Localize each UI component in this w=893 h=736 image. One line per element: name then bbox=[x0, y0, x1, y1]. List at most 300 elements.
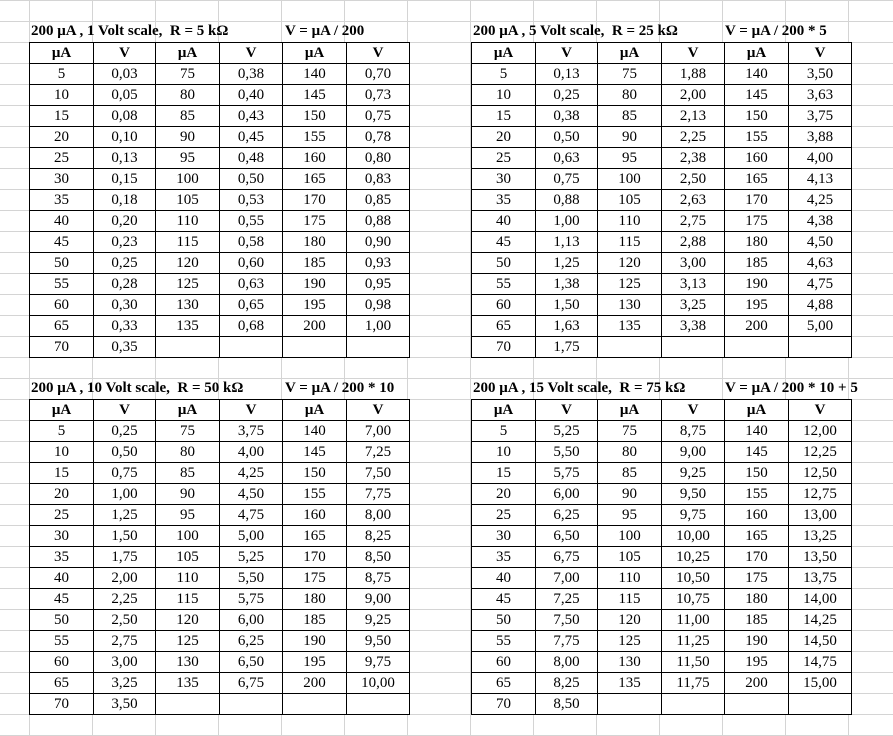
column-header[interactable]: μA bbox=[283, 400, 347, 421]
current-cell[interactable]: 105 bbox=[598, 190, 662, 211]
voltage-cell[interactable]: 7,00 bbox=[347, 421, 410, 442]
voltage-cell[interactable]: 3,25 bbox=[662, 295, 725, 316]
voltage-cell[interactable]: 4,63 bbox=[789, 253, 852, 274]
voltage-cell[interactable]: 0,30 bbox=[94, 295, 156, 316]
current-cell[interactable]: 80 bbox=[598, 85, 662, 106]
current-cell[interactable]: 30 bbox=[30, 526, 94, 547]
current-cell[interactable]: 125 bbox=[156, 631, 220, 652]
voltage-cell[interactable]: 8,50 bbox=[536, 694, 598, 715]
current-cell[interactable]: 90 bbox=[598, 484, 662, 505]
current-cell[interactable]: 140 bbox=[725, 421, 789, 442]
voltage-cell[interactable]: 0,78 bbox=[347, 127, 410, 148]
column-header[interactable]: V bbox=[536, 400, 598, 421]
current-cell[interactable]: 55 bbox=[472, 274, 536, 295]
voltage-cell[interactable]: 0,25 bbox=[94, 421, 156, 442]
voltage-cell[interactable]: 0,43 bbox=[220, 106, 283, 127]
current-cell[interactable] bbox=[725, 694, 789, 715]
current-cell[interactable] bbox=[598, 337, 662, 358]
current-cell[interactable]: 10 bbox=[30, 442, 94, 463]
current-cell[interactable]: 65 bbox=[472, 673, 536, 694]
current-cell[interactable]: 100 bbox=[598, 169, 662, 190]
current-cell[interactable] bbox=[156, 694, 220, 715]
column-header[interactable]: μA bbox=[598, 43, 662, 64]
voltage-cell[interactable]: 0,03 bbox=[94, 64, 156, 85]
column-header[interactable]: V bbox=[662, 43, 725, 64]
column-header[interactable]: V bbox=[220, 400, 283, 421]
voltage-cell[interactable]: 9,75 bbox=[662, 505, 725, 526]
current-cell[interactable]: 195 bbox=[725, 652, 789, 673]
current-cell[interactable]: 155 bbox=[725, 127, 789, 148]
current-cell[interactable]: 190 bbox=[283, 274, 347, 295]
current-cell[interactable]: 155 bbox=[283, 484, 347, 505]
current-cell[interactable]: 170 bbox=[283, 547, 347, 568]
current-cell[interactable]: 110 bbox=[156, 568, 220, 589]
voltage-cell[interactable]: 0,63 bbox=[536, 148, 598, 169]
voltage-cell[interactable]: 2,00 bbox=[662, 85, 725, 106]
voltage-cell[interactable]: 2,75 bbox=[94, 631, 156, 652]
voltage-cell[interactable]: 11,25 bbox=[662, 631, 725, 652]
current-cell[interactable]: 120 bbox=[156, 610, 220, 631]
voltage-cell[interactable]: 5,00 bbox=[789, 316, 852, 337]
column-header[interactable]: μA bbox=[156, 43, 220, 64]
voltage-cell[interactable] bbox=[220, 337, 283, 358]
current-cell[interactable]: 185 bbox=[283, 610, 347, 631]
current-cell[interactable]: 155 bbox=[283, 127, 347, 148]
voltage-cell[interactable]: 0,35 bbox=[94, 337, 156, 358]
voltage-cell[interactable]: 4,75 bbox=[220, 505, 283, 526]
voltage-cell[interactable]: 9,00 bbox=[662, 442, 725, 463]
voltage-cell[interactable]: 1,13 bbox=[536, 232, 598, 253]
current-cell[interactable]: 35 bbox=[30, 547, 94, 568]
current-cell[interactable]: 15 bbox=[472, 463, 536, 484]
current-cell[interactable]: 70 bbox=[472, 337, 536, 358]
voltage-cell[interactable]: 4,38 bbox=[789, 211, 852, 232]
column-header[interactable]: μA bbox=[598, 400, 662, 421]
current-cell[interactable]: 175 bbox=[283, 568, 347, 589]
current-cell[interactable]: 60 bbox=[30, 295, 94, 316]
voltage-cell[interactable]: 2,25 bbox=[94, 589, 156, 610]
current-cell[interactable]: 75 bbox=[156, 421, 220, 442]
voltage-cell[interactable]: 0,83 bbox=[347, 169, 410, 190]
current-cell[interactable]: 105 bbox=[598, 547, 662, 568]
current-cell[interactable]: 20 bbox=[30, 484, 94, 505]
voltage-cell[interactable]: 11,75 bbox=[662, 673, 725, 694]
current-cell[interactable]: 100 bbox=[156, 169, 220, 190]
current-cell[interactable]: 195 bbox=[283, 652, 347, 673]
voltage-cell[interactable]: 8,75 bbox=[347, 568, 410, 589]
voltage-cell[interactable]: 3,88 bbox=[789, 127, 852, 148]
voltage-cell[interactable]: 11,00 bbox=[662, 610, 725, 631]
voltage-cell[interactable]: 9,50 bbox=[347, 631, 410, 652]
voltage-cell[interactable]: 8,50 bbox=[347, 547, 410, 568]
current-cell[interactable]: 45 bbox=[472, 232, 536, 253]
current-cell[interactable]: 190 bbox=[725, 631, 789, 652]
voltage-cell[interactable]: 9,25 bbox=[662, 463, 725, 484]
voltage-cell[interactable]: 12,25 bbox=[789, 442, 852, 463]
current-cell[interactable]: 90 bbox=[598, 127, 662, 148]
column-header[interactable]: V bbox=[94, 400, 156, 421]
voltage-cell[interactable]: 5,25 bbox=[536, 421, 598, 442]
current-cell[interactable]: 165 bbox=[283, 169, 347, 190]
current-cell[interactable]: 175 bbox=[725, 211, 789, 232]
voltage-cell[interactable]: 8,75 bbox=[662, 421, 725, 442]
current-cell[interactable]: 10 bbox=[472, 442, 536, 463]
current-cell[interactable]: 130 bbox=[598, 295, 662, 316]
voltage-cell[interactable]: 1,25 bbox=[94, 505, 156, 526]
current-cell[interactable]: 35 bbox=[30, 190, 94, 211]
voltage-cell[interactable]: 0,55 bbox=[220, 211, 283, 232]
voltage-cell[interactable]: 0,73 bbox=[347, 85, 410, 106]
current-cell[interactable]: 85 bbox=[598, 463, 662, 484]
voltage-cell[interactable]: 0,18 bbox=[94, 190, 156, 211]
voltage-cell[interactable]: 3,13 bbox=[662, 274, 725, 295]
voltage-cell[interactable]: 0,25 bbox=[94, 253, 156, 274]
current-cell[interactable]: 85 bbox=[598, 106, 662, 127]
voltage-cell[interactable]: 1,63 bbox=[536, 316, 598, 337]
voltage-cell[interactable]: 1,75 bbox=[94, 547, 156, 568]
voltage-cell[interactable]: 1,38 bbox=[536, 274, 598, 295]
current-cell[interactable]: 65 bbox=[472, 316, 536, 337]
current-cell[interactable]: 70 bbox=[472, 694, 536, 715]
current-cell[interactable]: 15 bbox=[30, 106, 94, 127]
current-cell[interactable]: 55 bbox=[472, 631, 536, 652]
current-cell[interactable]: 95 bbox=[598, 505, 662, 526]
voltage-cell[interactable]: 2,50 bbox=[94, 610, 156, 631]
voltage-cell[interactable]: 8,25 bbox=[347, 526, 410, 547]
voltage-cell[interactable]: 1,88 bbox=[662, 64, 725, 85]
current-cell[interactable]: 95 bbox=[156, 505, 220, 526]
voltage-cell[interactable]: 10,00 bbox=[347, 673, 410, 694]
column-header[interactable]: μA bbox=[725, 43, 789, 64]
voltage-cell[interactable]: 15,00 bbox=[789, 673, 852, 694]
current-cell[interactable]: 75 bbox=[156, 64, 220, 85]
current-cell[interactable]: 5 bbox=[30, 64, 94, 85]
voltage-cell[interactable]: 0,05 bbox=[94, 85, 156, 106]
voltage-cell[interactable]: 5,75 bbox=[220, 589, 283, 610]
voltage-cell[interactable]: 0,45 bbox=[220, 127, 283, 148]
current-cell[interactable]: 195 bbox=[283, 295, 347, 316]
voltage-cell[interactable]: 1,00 bbox=[536, 211, 598, 232]
voltage-cell[interactable]: 0,38 bbox=[220, 64, 283, 85]
current-cell[interactable]: 170 bbox=[725, 190, 789, 211]
current-cell[interactable]: 190 bbox=[725, 274, 789, 295]
current-cell[interactable] bbox=[725, 337, 789, 358]
current-cell[interactable]: 120 bbox=[598, 253, 662, 274]
current-cell[interactable]: 50 bbox=[30, 253, 94, 274]
voltage-cell[interactable]: 0,15 bbox=[94, 169, 156, 190]
column-header[interactable]: μA bbox=[725, 400, 789, 421]
current-cell[interactable]: 145 bbox=[283, 85, 347, 106]
current-cell[interactable]: 115 bbox=[156, 232, 220, 253]
current-cell[interactable]: 110 bbox=[598, 568, 662, 589]
column-header[interactable]: μA bbox=[30, 400, 94, 421]
current-cell[interactable]: 45 bbox=[30, 232, 94, 253]
current-cell[interactable]: 40 bbox=[472, 568, 536, 589]
current-cell[interactable]: 95 bbox=[156, 148, 220, 169]
voltage-cell[interactable]: 4,25 bbox=[789, 190, 852, 211]
voltage-cell[interactable]: 3,25 bbox=[94, 673, 156, 694]
voltage-cell[interactable]: 4,88 bbox=[789, 295, 852, 316]
current-cell[interactable]: 145 bbox=[725, 442, 789, 463]
voltage-cell[interactable]: 1,75 bbox=[536, 337, 598, 358]
voltage-cell[interactable]: 2,75 bbox=[662, 211, 725, 232]
current-cell[interactable]: 70 bbox=[30, 337, 94, 358]
current-cell[interactable]: 65 bbox=[30, 673, 94, 694]
current-cell[interactable]: 95 bbox=[598, 148, 662, 169]
voltage-cell[interactable]: 10,75 bbox=[662, 589, 725, 610]
current-cell[interactable]: 75 bbox=[598, 64, 662, 85]
voltage-cell[interactable]: 5,50 bbox=[220, 568, 283, 589]
voltage-cell[interactable]: 5,50 bbox=[536, 442, 598, 463]
voltage-cell[interactable]: 3,38 bbox=[662, 316, 725, 337]
voltage-cell[interactable]: 4,00 bbox=[220, 442, 283, 463]
voltage-cell[interactable] bbox=[789, 337, 852, 358]
current-cell[interactable]: 135 bbox=[156, 673, 220, 694]
voltage-cell[interactable]: 10,00 bbox=[662, 526, 725, 547]
voltage-cell[interactable]: 13,00 bbox=[789, 505, 852, 526]
voltage-cell[interactable]: 14,50 bbox=[789, 631, 852, 652]
voltage-cell[interactable]: 0,38 bbox=[536, 106, 598, 127]
current-cell[interactable]: 130 bbox=[156, 652, 220, 673]
voltage-cell[interactable] bbox=[789, 694, 852, 715]
current-cell[interactable]: 50 bbox=[472, 610, 536, 631]
current-cell[interactable]: 120 bbox=[598, 610, 662, 631]
current-cell[interactable]: 200 bbox=[283, 316, 347, 337]
voltage-cell[interactable]: 0,88 bbox=[347, 211, 410, 232]
column-header[interactable]: V bbox=[662, 400, 725, 421]
voltage-cell[interactable]: 5,00 bbox=[220, 526, 283, 547]
current-cell[interactable]: 200 bbox=[725, 316, 789, 337]
voltage-cell[interactable]: 6,00 bbox=[220, 610, 283, 631]
voltage-cell[interactable]: 14,00 bbox=[789, 589, 852, 610]
current-cell[interactable]: 90 bbox=[156, 127, 220, 148]
current-cell[interactable]: 170 bbox=[283, 190, 347, 211]
current-cell[interactable]: 180 bbox=[725, 232, 789, 253]
voltage-cell[interactable]: 1,00 bbox=[94, 484, 156, 505]
voltage-cell[interactable]: 8,00 bbox=[347, 505, 410, 526]
current-cell[interactable]: 100 bbox=[156, 526, 220, 547]
voltage-cell[interactable]: 8,00 bbox=[536, 652, 598, 673]
current-cell[interactable]: 175 bbox=[725, 568, 789, 589]
voltage-cell[interactable]: 2,25 bbox=[662, 127, 725, 148]
column-header[interactable]: V bbox=[789, 43, 852, 64]
voltage-cell[interactable]: 9,50 bbox=[662, 484, 725, 505]
voltage-cell[interactable]: 3,50 bbox=[789, 64, 852, 85]
voltage-cell[interactable]: 0,08 bbox=[94, 106, 156, 127]
voltage-cell[interactable]: 7,75 bbox=[536, 631, 598, 652]
voltage-cell[interactable]: 0,60 bbox=[220, 253, 283, 274]
current-cell[interactable]: 20 bbox=[30, 127, 94, 148]
current-cell[interactable]: 180 bbox=[283, 232, 347, 253]
column-header[interactable]: μA bbox=[472, 43, 536, 64]
voltage-cell[interactable]: 8,25 bbox=[536, 673, 598, 694]
voltage-cell[interactable]: 5,25 bbox=[220, 547, 283, 568]
current-cell[interactable]: 70 bbox=[30, 694, 94, 715]
current-cell[interactable]: 110 bbox=[156, 211, 220, 232]
voltage-cell[interactable]: 0,58 bbox=[220, 232, 283, 253]
voltage-cell[interactable] bbox=[662, 694, 725, 715]
current-cell[interactable]: 105 bbox=[156, 547, 220, 568]
current-cell[interactable]: 145 bbox=[283, 442, 347, 463]
voltage-cell[interactable]: 2,13 bbox=[662, 106, 725, 127]
voltage-cell[interactable]: 0,75 bbox=[347, 106, 410, 127]
current-cell[interactable]: 30 bbox=[472, 526, 536, 547]
voltage-cell[interactable]: 0,25 bbox=[536, 85, 598, 106]
current-cell[interactable] bbox=[598, 694, 662, 715]
voltage-cell[interactable]: 13,25 bbox=[789, 526, 852, 547]
current-cell[interactable]: 10 bbox=[30, 85, 94, 106]
voltage-cell[interactable] bbox=[347, 694, 410, 715]
voltage-cell[interactable]: 0,93 bbox=[347, 253, 410, 274]
voltage-cell[interactable]: 6,50 bbox=[220, 652, 283, 673]
voltage-cell[interactable]: 2,63 bbox=[662, 190, 725, 211]
current-cell[interactable]: 125 bbox=[156, 274, 220, 295]
current-cell[interactable]: 170 bbox=[725, 547, 789, 568]
current-cell[interactable]: 140 bbox=[283, 64, 347, 85]
voltage-cell[interactable]: 1,50 bbox=[94, 526, 156, 547]
current-cell[interactable]: 135 bbox=[156, 316, 220, 337]
voltage-cell[interactable]: 0,63 bbox=[220, 274, 283, 295]
current-cell[interactable]: 115 bbox=[598, 232, 662, 253]
current-cell[interactable]: 30 bbox=[472, 169, 536, 190]
current-cell[interactable]: 80 bbox=[598, 442, 662, 463]
current-cell[interactable] bbox=[283, 694, 347, 715]
current-cell[interactable]: 185 bbox=[283, 253, 347, 274]
current-cell[interactable]: 100 bbox=[598, 526, 662, 547]
voltage-cell[interactable]: 0,80 bbox=[347, 148, 410, 169]
voltage-cell[interactable]: 6,00 bbox=[536, 484, 598, 505]
current-cell[interactable]: 50 bbox=[472, 253, 536, 274]
voltage-cell[interactable]: 0,98 bbox=[347, 295, 410, 316]
voltage-cell[interactable]: 0,28 bbox=[94, 274, 156, 295]
voltage-cell[interactable]: 0,50 bbox=[220, 169, 283, 190]
current-cell[interactable]: 35 bbox=[472, 547, 536, 568]
voltage-cell[interactable]: 9,00 bbox=[347, 589, 410, 610]
voltage-cell[interactable]: 3,50 bbox=[94, 694, 156, 715]
voltage-cell[interactable]: 0,95 bbox=[347, 274, 410, 295]
current-cell[interactable]: 160 bbox=[725, 505, 789, 526]
current-cell[interactable]: 60 bbox=[30, 652, 94, 673]
current-cell[interactable]: 185 bbox=[725, 253, 789, 274]
current-cell[interactable]: 135 bbox=[598, 316, 662, 337]
voltage-cell[interactable]: 0,50 bbox=[94, 442, 156, 463]
voltage-cell[interactable]: 11,50 bbox=[662, 652, 725, 673]
current-cell[interactable]: 195 bbox=[725, 295, 789, 316]
current-cell[interactable]: 5 bbox=[472, 421, 536, 442]
current-cell[interactable]: 150 bbox=[725, 463, 789, 484]
current-cell[interactable]: 120 bbox=[156, 253, 220, 274]
voltage-cell[interactable]: 4,75 bbox=[789, 274, 852, 295]
current-cell[interactable]: 190 bbox=[283, 631, 347, 652]
current-cell[interactable]: 40 bbox=[472, 211, 536, 232]
voltage-cell[interactable]: 0,65 bbox=[220, 295, 283, 316]
voltage-cell[interactable]: 3,63 bbox=[789, 85, 852, 106]
voltage-cell[interactable]: 3,00 bbox=[94, 652, 156, 673]
voltage-cell[interactable] bbox=[347, 337, 410, 358]
current-cell[interactable]: 175 bbox=[283, 211, 347, 232]
current-cell[interactable]: 20 bbox=[472, 127, 536, 148]
voltage-cell[interactable]: 0,13 bbox=[94, 148, 156, 169]
current-cell[interactable]: 125 bbox=[598, 631, 662, 652]
current-cell[interactable]: 25 bbox=[472, 148, 536, 169]
voltage-cell[interactable]: 4,00 bbox=[789, 148, 852, 169]
current-cell[interactable]: 60 bbox=[472, 652, 536, 673]
voltage-cell[interactable]: 0,53 bbox=[220, 190, 283, 211]
current-cell[interactable]: 115 bbox=[598, 589, 662, 610]
current-cell[interactable]: 65 bbox=[30, 316, 94, 337]
current-cell[interactable]: 15 bbox=[472, 106, 536, 127]
current-cell[interactable]: 105 bbox=[156, 190, 220, 211]
voltage-cell[interactable]: 0,70 bbox=[347, 64, 410, 85]
current-cell[interactable]: 110 bbox=[598, 211, 662, 232]
current-cell[interactable]: 160 bbox=[283, 505, 347, 526]
voltage-cell[interactable]: 0,90 bbox=[347, 232, 410, 253]
current-cell[interactable]: 85 bbox=[156, 463, 220, 484]
current-cell[interactable]: 135 bbox=[598, 673, 662, 694]
column-header[interactable]: V bbox=[536, 43, 598, 64]
current-cell[interactable]: 45 bbox=[30, 589, 94, 610]
current-cell[interactable]: 60 bbox=[472, 295, 536, 316]
voltage-cell[interactable]: 4,50 bbox=[220, 484, 283, 505]
voltage-cell[interactable]: 0,75 bbox=[94, 463, 156, 484]
current-cell[interactable]: 25 bbox=[30, 505, 94, 526]
voltage-cell[interactable]: 7,25 bbox=[536, 589, 598, 610]
current-cell[interactable]: 80 bbox=[156, 442, 220, 463]
current-cell[interactable]: 150 bbox=[283, 106, 347, 127]
column-header[interactable]: μA bbox=[283, 43, 347, 64]
column-header[interactable]: μA bbox=[156, 400, 220, 421]
current-cell[interactable]: 55 bbox=[30, 274, 94, 295]
voltage-cell[interactable]: 4,50 bbox=[789, 232, 852, 253]
voltage-cell[interactable]: 1,25 bbox=[536, 253, 598, 274]
column-header[interactable]: V bbox=[789, 400, 852, 421]
voltage-cell[interactable]: 0,88 bbox=[536, 190, 598, 211]
current-cell[interactable]: 160 bbox=[725, 148, 789, 169]
current-cell[interactable]: 180 bbox=[725, 589, 789, 610]
current-cell[interactable]: 80 bbox=[156, 85, 220, 106]
current-cell[interactable]: 25 bbox=[30, 148, 94, 169]
current-cell[interactable]: 165 bbox=[725, 169, 789, 190]
current-cell[interactable]: 5 bbox=[30, 421, 94, 442]
voltage-cell[interactable]: 0,23 bbox=[94, 232, 156, 253]
voltage-cell[interactable]: 12,50 bbox=[789, 463, 852, 484]
voltage-cell[interactable]: 1,50 bbox=[536, 295, 598, 316]
current-cell[interactable]: 150 bbox=[725, 106, 789, 127]
voltage-cell[interactable]: 1,00 bbox=[347, 316, 410, 337]
voltage-cell[interactable]: 2,38 bbox=[662, 148, 725, 169]
current-cell[interactable]: 5 bbox=[472, 64, 536, 85]
current-cell[interactable]: 45 bbox=[472, 589, 536, 610]
voltage-cell[interactable]: 12,00 bbox=[789, 421, 852, 442]
voltage-cell[interactable]: 13,50 bbox=[789, 547, 852, 568]
current-cell[interactable]: 155 bbox=[725, 484, 789, 505]
voltage-cell[interactable]: 3,75 bbox=[220, 421, 283, 442]
current-cell[interactable]: 165 bbox=[725, 526, 789, 547]
voltage-cell[interactable]: 6,50 bbox=[536, 526, 598, 547]
current-cell[interactable]: 35 bbox=[472, 190, 536, 211]
voltage-cell[interactable]: 10,50 bbox=[662, 568, 725, 589]
column-header[interactable]: V bbox=[347, 400, 410, 421]
voltage-cell[interactable]: 0,68 bbox=[220, 316, 283, 337]
current-cell[interactable]: 10 bbox=[472, 85, 536, 106]
current-cell[interactable]: 140 bbox=[283, 421, 347, 442]
current-cell[interactable]: 40 bbox=[30, 211, 94, 232]
voltage-cell[interactable]: 9,25 bbox=[347, 610, 410, 631]
current-cell[interactable]: 130 bbox=[156, 295, 220, 316]
current-cell[interactable]: 30 bbox=[30, 169, 94, 190]
voltage-cell[interactable]: 12,75 bbox=[789, 484, 852, 505]
voltage-cell[interactable]: 0,10 bbox=[94, 127, 156, 148]
